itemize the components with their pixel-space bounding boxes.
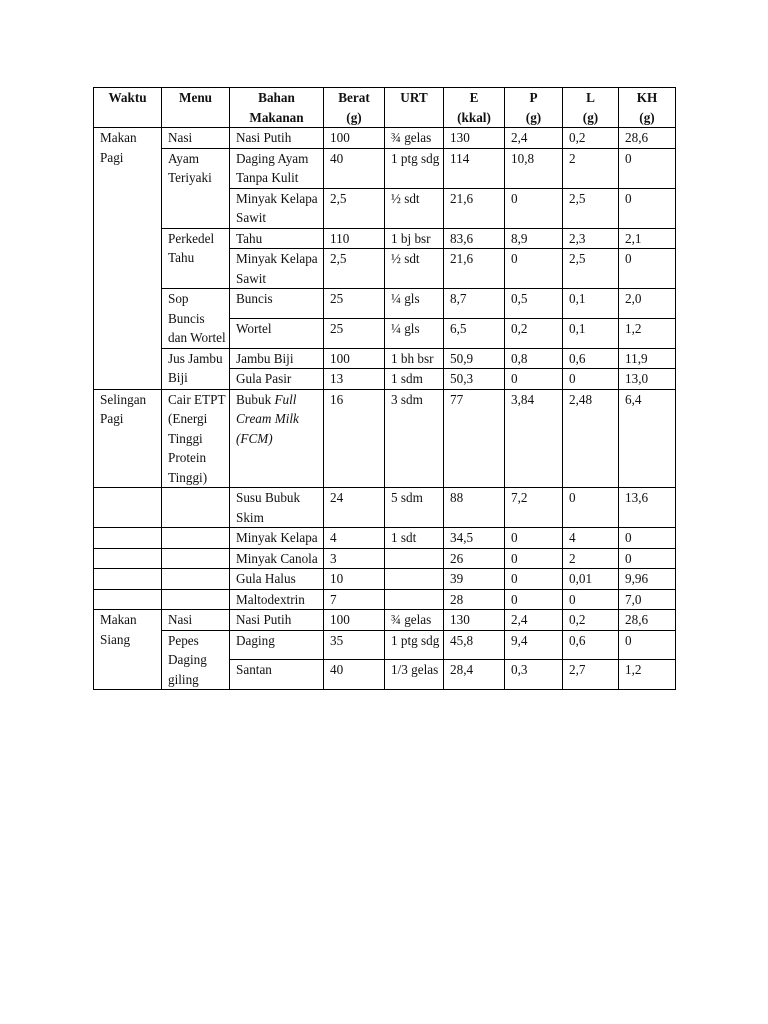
cell-menu (162, 569, 230, 590)
cell-waktu (94, 548, 162, 569)
cell-menu: Cair ETPT (Energi Tinggi Protein Tinggi) (162, 389, 230, 488)
header-unit: (kkal) (457, 109, 491, 125)
cell-energi: 114 (444, 148, 505, 188)
cell-bahan: Buncis (230, 289, 324, 319)
header-label: Waktu (108, 90, 147, 105)
cell-karbohidrat: 11,9 (619, 348, 676, 369)
cell-waktu: Makan Pagi (94, 128, 162, 390)
cell-protein: 2,4 (505, 128, 563, 149)
cell-berat: 13 (324, 369, 385, 390)
cell-lemak: 2,3 (563, 228, 619, 249)
table-body (94, 128, 676, 690)
cell-bahan: Santan (230, 660, 324, 690)
cell-bahan: Minyak Kelapa Sawit (230, 249, 324, 289)
cell-energi: 34,5 (444, 528, 505, 549)
table-row (94, 289, 676, 319)
cell-protein: 0 (505, 528, 563, 549)
header-urt (385, 88, 444, 128)
cell-berat: 7 (324, 589, 385, 610)
cell-urt: 1 sdm (385, 369, 444, 390)
cell-berat: 16 (324, 389, 385, 488)
cell-urt: 1 bj bsr (385, 228, 444, 249)
header-label: Menu (179, 90, 212, 105)
cell-bahan: Gula Pasir (230, 369, 324, 390)
table-row (94, 488, 676, 528)
cell-urt: 1 sdt (385, 528, 444, 549)
cell-karbohidrat: 2,1 (619, 228, 676, 249)
cell-berat: 100 (324, 348, 385, 369)
cell-energi: 8,7 (444, 289, 505, 319)
header-lemak (563, 88, 619, 128)
cell-lemak: 2,5 (563, 188, 619, 228)
cell-lemak: 0,2 (563, 128, 619, 149)
cell-bahan: Gula Halus (230, 569, 324, 590)
cell-karbohidrat: 0 (619, 188, 676, 228)
header-bahan (230, 88, 324, 128)
cell-karbohidrat: 0 (619, 528, 676, 549)
nutrition-table (93, 87, 676, 690)
cell-urt: ¼ gls (385, 289, 444, 319)
cell-berat: 2,5 (324, 249, 385, 289)
cell-energi: 50,3 (444, 369, 505, 390)
table-row (94, 389, 676, 488)
cell-karbohidrat: 0 (619, 148, 676, 188)
cell-menu: Perkedel Tahu (162, 228, 230, 289)
cell-urt (385, 569, 444, 590)
cell-protein: 0,8 (505, 348, 563, 369)
cell-lemak: 2 (563, 148, 619, 188)
cell-energi: 28 (444, 589, 505, 610)
header-unit: (g) (525, 109, 542, 125)
cell-waktu (94, 488, 162, 528)
cell-protein: 0 (505, 548, 563, 569)
cell-berat: 24 (324, 488, 385, 528)
cell-protein: 8,9 (505, 228, 563, 249)
cell-protein: 2,4 (505, 610, 563, 631)
cell-energi: 50,9 (444, 348, 505, 369)
cell-lemak: 2 (563, 548, 619, 569)
header-label: E (469, 90, 479, 105)
cell-protein: 0 (505, 369, 563, 390)
cell-urt: 3 sdm (385, 389, 444, 488)
cell-menu: Nasi (162, 128, 230, 149)
cell-karbohidrat: 28,6 (619, 128, 676, 149)
cell-menu (162, 488, 230, 528)
cell-karbohidrat: 0 (619, 630, 676, 660)
header-menu (162, 88, 230, 128)
header-unit: (g) (639, 109, 655, 125)
cell-urt: 1 bh bsr (385, 348, 444, 369)
cell-berat: 3 (324, 548, 385, 569)
cell-lemak: 0,01 (563, 569, 619, 590)
cell-energi: 21,6 (444, 249, 505, 289)
cell-bahan: Tahu (230, 228, 324, 249)
cell-protein: 0,5 (505, 289, 563, 319)
cell-energi: 39 (444, 569, 505, 590)
cell-waktu (94, 589, 162, 610)
cell-waktu (94, 528, 162, 549)
cell-urt: ¾ gelas (385, 610, 444, 631)
cell-bahan: Maltodextrin (230, 589, 324, 610)
cell-urt: 1 ptg sdg (385, 148, 444, 188)
cell-bahan: Nasi Putih (230, 128, 324, 149)
cell-protein: 0 (505, 589, 563, 610)
cell-bahan: Minyak Kelapa (230, 528, 324, 549)
cell-urt: 1 ptg sdg (385, 630, 444, 660)
cell-lemak: 4 (563, 528, 619, 549)
cell-karbohidrat: 9,96 (619, 569, 676, 590)
header-label: KH (636, 90, 658, 105)
cell-karbohidrat: 1,2 (619, 318, 676, 348)
cell-protein: 3,84 (505, 389, 563, 488)
cell-bahan: Minyak Kelapa Sawit (230, 188, 324, 228)
cell-urt: 5 sdm (385, 488, 444, 528)
header-protein (505, 88, 563, 128)
table-row (94, 148, 676, 188)
cell-karbohidrat: 7,0 (619, 589, 676, 610)
cell-energi: 83,6 (444, 228, 505, 249)
cell-bahan: Daging Ayam Tanpa Kulit (230, 148, 324, 188)
cell-energi: 45,8 (444, 630, 505, 660)
cell-energi: 88 (444, 488, 505, 528)
cell-menu (162, 589, 230, 610)
cell-karbohidrat: 28,6 (619, 610, 676, 631)
cell-lemak: 0,1 (563, 318, 619, 348)
cell-karbohidrat: 2,0 (619, 289, 676, 319)
cell-berat: 25 (324, 318, 385, 348)
cell-urt: 1/3 gelas (385, 660, 444, 690)
header-unit: (g) (582, 109, 599, 125)
cell-protein: 9,4 (505, 630, 563, 660)
cell-bahan: Susu Bubuk Skim (230, 488, 324, 528)
table-row (94, 128, 676, 149)
table-row (94, 528, 676, 549)
cell-waktu: Makan Siang (94, 610, 162, 690)
cell-energi: 26 (444, 548, 505, 569)
cell-bahan: Bubuk Full Cream Milk (FCM) (230, 389, 324, 488)
header-karbohidrat (619, 88, 676, 128)
cell-lemak: 0,6 (563, 630, 619, 660)
cell-urt: ¼ gls (385, 318, 444, 348)
cell-menu (162, 548, 230, 569)
cell-protein: 0 (505, 569, 563, 590)
cell-berat: 40 (324, 660, 385, 690)
cell-lemak: 2,48 (563, 389, 619, 488)
cell-protein: 0 (505, 249, 563, 289)
table-row (94, 569, 676, 590)
header-label: P (529, 90, 538, 105)
cell-bahan-italic: Full Cream Milk (FCM) (236, 391, 299, 446)
header-label: Berat (338, 90, 370, 105)
cell-lemak: 0,6 (563, 348, 619, 369)
cell-protein: 0 (505, 188, 563, 228)
cell-lemak: 2,7 (563, 660, 619, 690)
cell-bahan: Jambu Biji (230, 348, 324, 369)
cell-karbohidrat: 0 (619, 249, 676, 289)
cell-berat: 40 (324, 148, 385, 188)
table-row (94, 348, 676, 369)
cell-lemak: 0 (563, 488, 619, 528)
cell-menu: Pepes Daging giling (162, 630, 230, 690)
cell-protein: 0,2 (505, 318, 563, 348)
cell-urt: ½ sdt (385, 249, 444, 289)
cell-karbohidrat: 1,2 (619, 660, 676, 690)
cell-urt: ¾ gelas (385, 128, 444, 149)
cell-lemak: 0 (563, 369, 619, 390)
cell-energi: 28,4 (444, 660, 505, 690)
cell-berat: 100 (324, 128, 385, 149)
cell-lemak: 0,1 (563, 289, 619, 319)
cell-menu: Ayam Teriyaki (162, 148, 230, 228)
cell-protein: 7,2 (505, 488, 563, 528)
cell-energi: 77 (444, 389, 505, 488)
cell-karbohidrat: 0 (619, 548, 676, 569)
header-unit: Makanan (249, 109, 304, 125)
table-row (94, 548, 676, 569)
cell-urt: ½ sdt (385, 188, 444, 228)
table-row (94, 589, 676, 610)
cell-menu: Jus Jambu Biji (162, 348, 230, 389)
cell-menu: Nasi (162, 610, 230, 631)
cell-bahan: Daging (230, 630, 324, 660)
table-row (94, 228, 676, 249)
cell-protein: 0,3 (505, 660, 563, 690)
header-unit: (g) (346, 109, 362, 125)
cell-bahan: Nasi Putih (230, 610, 324, 631)
cell-bahan: Minyak Canola (230, 548, 324, 569)
cell-berat: 4 (324, 528, 385, 549)
cell-berat: 2,5 (324, 188, 385, 228)
header-energi (444, 88, 505, 128)
cell-karbohidrat: 6,4 (619, 389, 676, 488)
cell-lemak: 0,2 (563, 610, 619, 631)
cell-urt (385, 589, 444, 610)
cell-bahan: Wortel (230, 318, 324, 348)
table-row (94, 610, 676, 631)
header-label: Bahan (258, 90, 295, 105)
header-label: L (586, 90, 595, 105)
cell-waktu: Selingan Pagi (94, 389, 162, 488)
cell-urt (385, 548, 444, 569)
cell-lemak: 2,5 (563, 249, 619, 289)
header-row (94, 88, 676, 128)
cell-energi: 130 (444, 610, 505, 631)
header-berat (324, 88, 385, 128)
cell-berat: 110 (324, 228, 385, 249)
cell-energi: 130 (444, 128, 505, 149)
cell-menu (162, 528, 230, 549)
cell-berat: 10 (324, 569, 385, 590)
cell-lemak: 0 (563, 589, 619, 610)
header-label: URT (400, 90, 428, 105)
cell-waktu (94, 569, 162, 590)
cell-protein: 10,8 (505, 148, 563, 188)
cell-karbohidrat: 13,6 (619, 488, 676, 528)
table-row (94, 630, 676, 660)
header-waktu (94, 88, 162, 128)
cell-menu: Sop Buncis dan Wortel (162, 289, 230, 349)
cell-karbohidrat: 13,0 (619, 369, 676, 390)
cell-berat: 25 (324, 289, 385, 319)
cell-berat: 100 (324, 610, 385, 631)
cell-energi: 21,6 (444, 188, 505, 228)
cell-berat: 35 (324, 630, 385, 660)
cell-energi: 6,5 (444, 318, 505, 348)
